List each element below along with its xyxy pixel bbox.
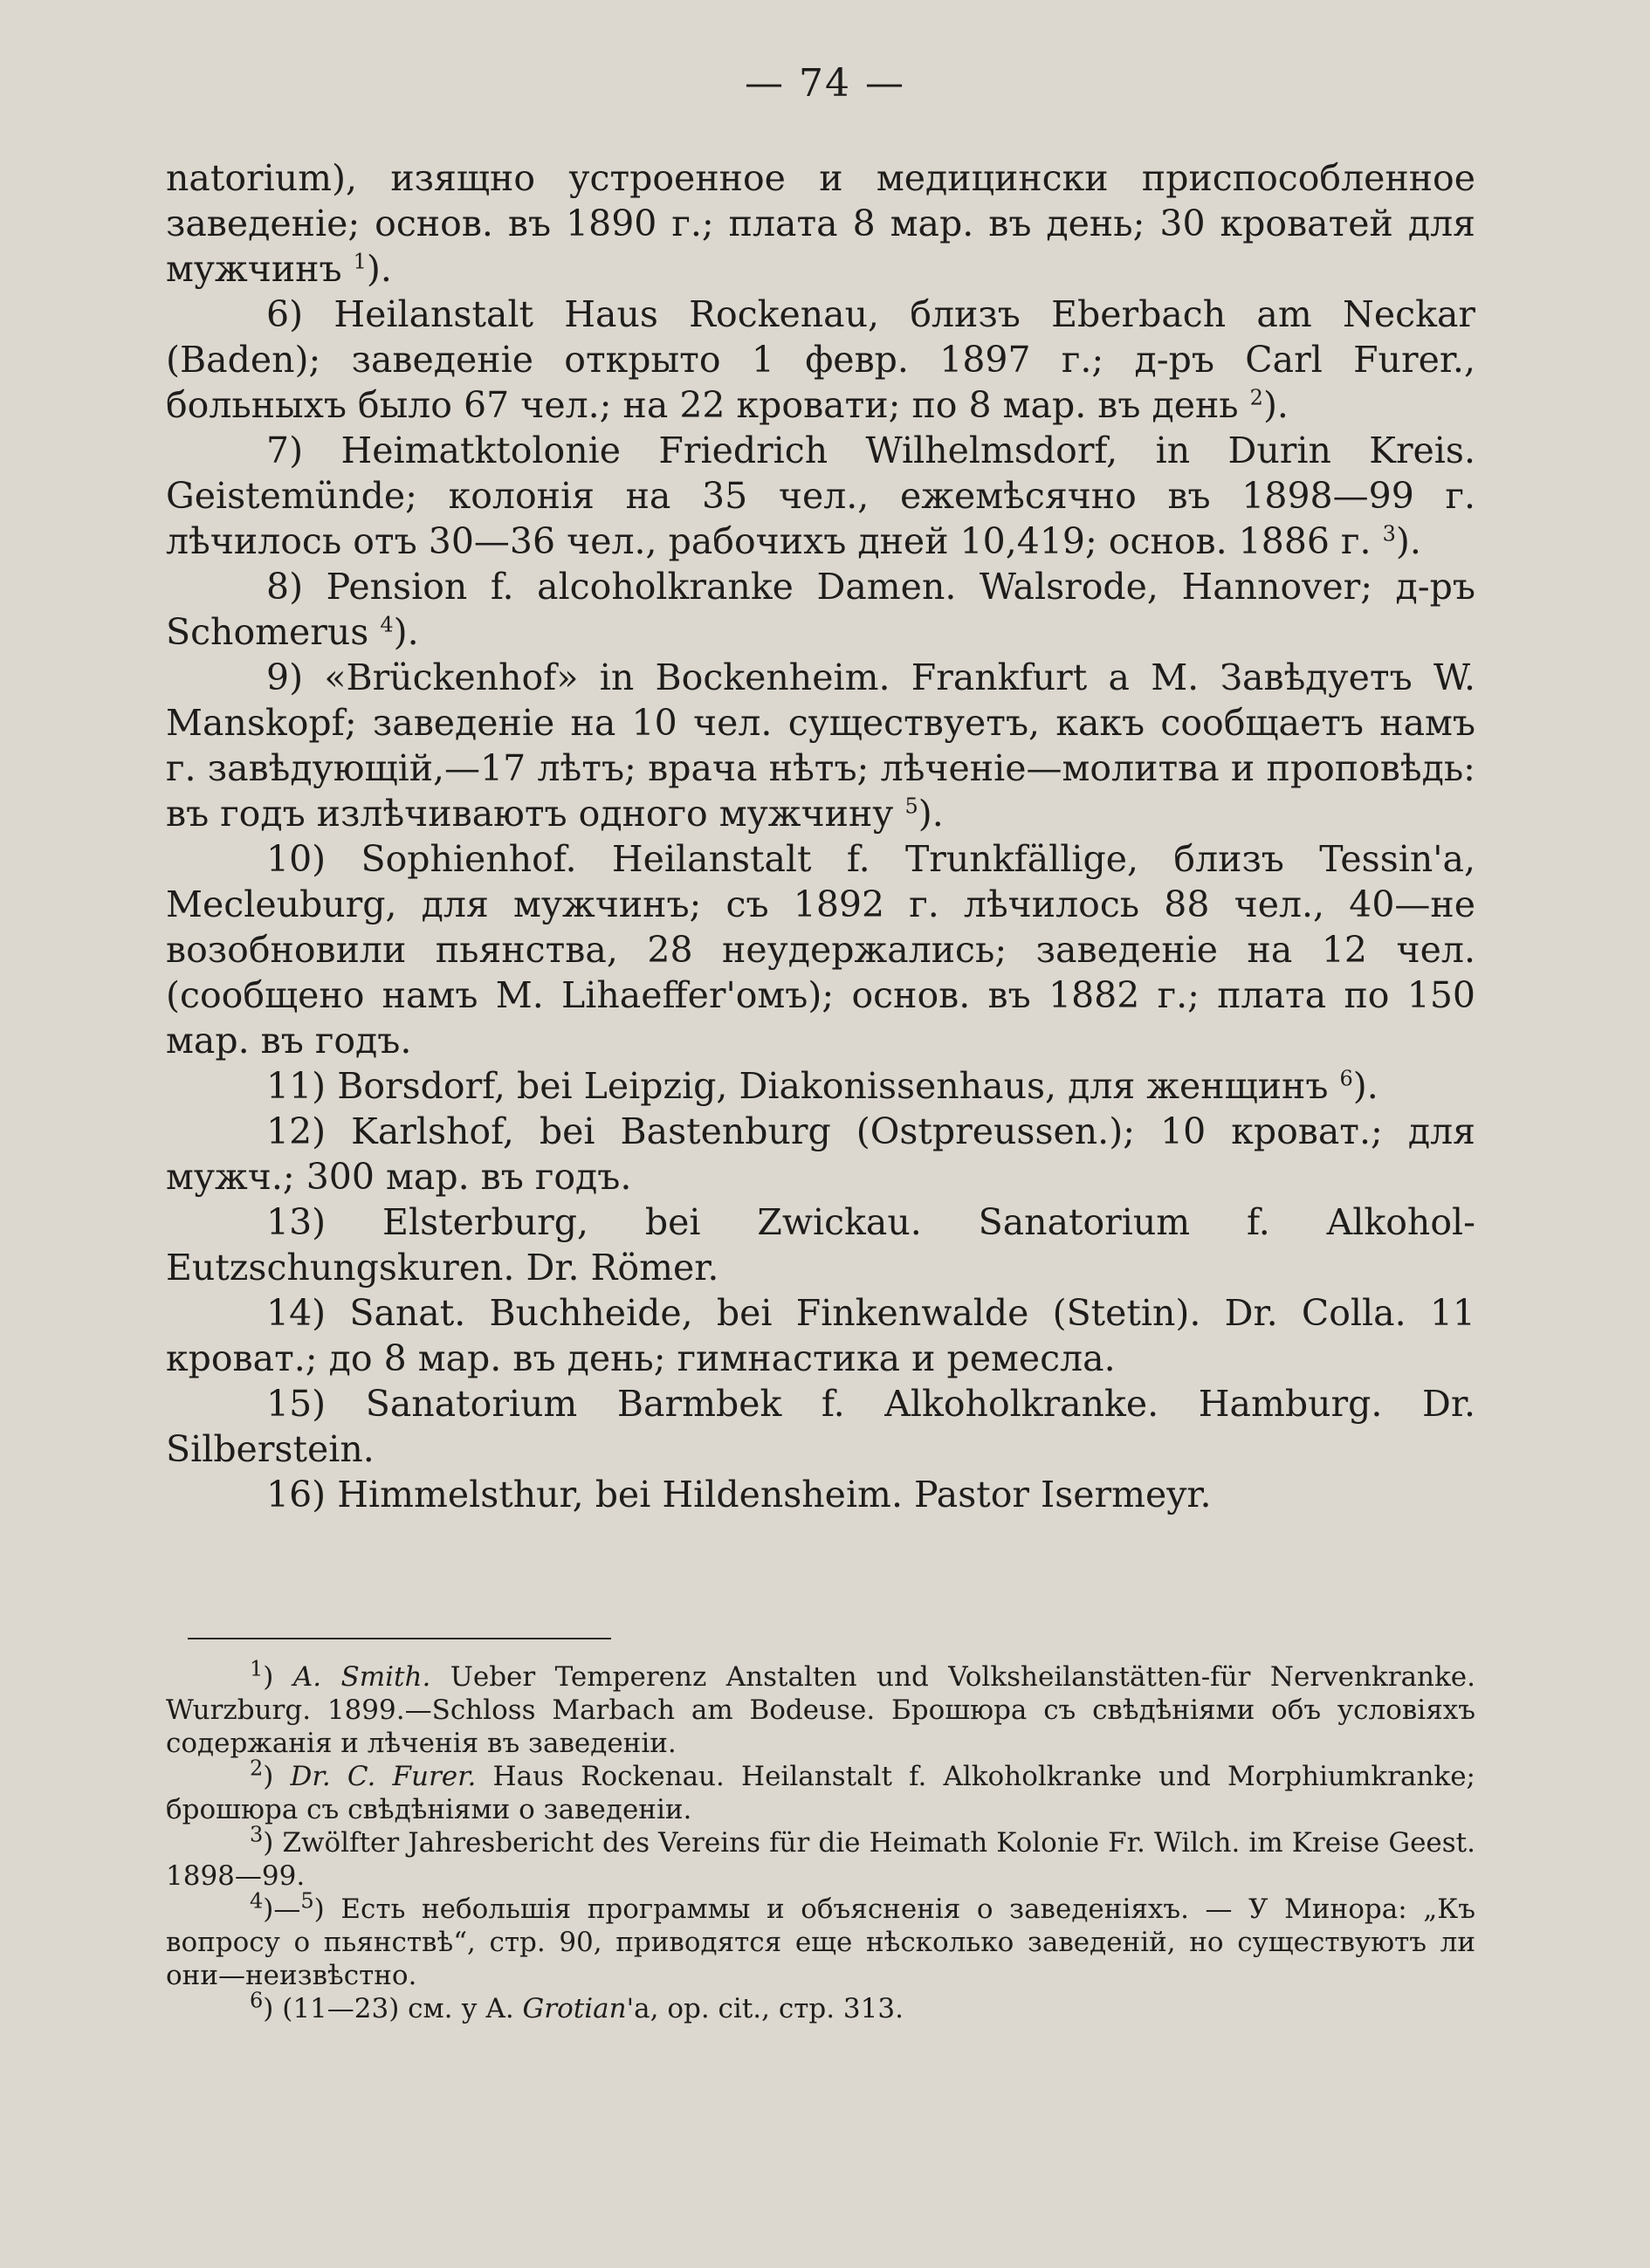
paragraph: [166, 1063, 1475, 1109]
text-run: )—: [263, 1893, 301, 1925]
paragraph: [166, 836, 1475, 1063]
text-run: Ueber Temperenz Anstalten und Volksheilanstätten-für Nervenkranke. Wurzburg. 1899.—Schloss Marbach am Bodeuse. Брошюра съ свѣдѣніями объ условіяхъ содержанія и лѣченія въ заведеніи.: [166, 1661, 1476, 1759]
footnote-ref: 5: [300, 1888, 314, 1914]
footnote: [166, 1888, 1475, 1992]
text-run: 11) Borsdorf, bei Leipzig, Diakonissenhaus, для женщинъ: [266, 1065, 1340, 1107]
text-run: ) Zwölfter Jahresbericht des Vereins für die Heimath Kolonie Fr. Wilch. im Kreise Geest. 1898—99.: [166, 1827, 1475, 1892]
text-run: 16) Himmelsthur, bei Hildensheim. Pastor Isermeyr.: [266, 1474, 1212, 1515]
text-run: natorium), изящно устроенное и медицински приспособленное заведеніе; основ. въ 1890 г.; плата 8 мар. въ день; 30 кроватей для мужчинъ: [166, 157, 1475, 290]
footnote-ref: 1: [353, 249, 367, 274]
footnote-ref: 3: [1382, 521, 1396, 546]
footnote-ref: 5: [904, 794, 918, 819]
footnote-ref: 2: [1249, 385, 1263, 410]
paragraph: [166, 1199, 1475, 1290]
text-run: ).: [1352, 1065, 1378, 1107]
footnote-ref: 6: [1339, 1066, 1353, 1091]
footnote-ref: 3: [250, 1822, 264, 1847]
paragraph: [166, 292, 1475, 428]
footnote-ref: 2: [250, 1756, 264, 1781]
text-run: ).: [366, 248, 392, 290]
text-run: 6) Heilanstalt Haus Rockenau, близъ Eberbach am Neckar (Baden); заведеніе открыто 1 февр. 1897 г.; д-ръ Carl Furer., больныхъ было 67 чел.; на 22 кровати; по 8 мар. въ день: [166, 293, 1475, 426]
text-run: 14) Sanat. Buchheide, bei Finkenwalde (Stetin). Dr. Colla. 11 кроват.; до 8 мар. въ день; гимнастика и ремесла.: [166, 1292, 1475, 1379]
text-run: 10) Sophienhof. Heilanstalt f. Trunkfällige, близъ Tessin'a, Mecleuburg, для мужчинъ; съ 1892 г. лѣчилось 88 чел., 40—не возобновили пьянства, 28 неудержались; заведеніе на 12 чел. (сообщено намъ M. Lihaeffer'омъ); основ. въ 1882 г.; плата по 150 мар. въ годъ.: [166, 838, 1475, 1062]
text-run: ).: [1262, 384, 1289, 426]
paragraph: [166, 655, 1475, 836]
paragraph: [166, 1472, 1475, 1517]
text-run: ) Есть небольшія программы и объясненія о заведеніяхъ. — У Минора: „Къ вопросу о пьянствѣ“, стр. 90, приводятся еще нѣсколько заведеній, но существуютъ ли они—неизвѣстно.: [166, 1893, 1475, 1991]
author-name: Grotian: [522, 1993, 627, 2024]
main-text: [166, 155, 1475, 1517]
footnotes: [166, 1656, 1476, 2025]
text-run: ): [263, 1761, 291, 1792]
footnote: [166, 1656, 1476, 1760]
text-run: 7) Heimatktolonie Friedrich Wilhelmsdorf, in Durin Kreis. Geistemünde; колонія на 35 чел., ежемѣсячно въ 1898—99 г. лѣчилось отъ 30—36 чел., рабочихъ дней 10,419; основ. 1886 г.: [166, 430, 1475, 562]
paragraph: [166, 1109, 1475, 1199]
text-run: 'a, op. cit., стр. 313.: [626, 1993, 904, 2024]
paragraph: [166, 1381, 1475, 1472]
footnote-ref: 4: [250, 1888, 264, 1914]
footnote: [166, 1988, 1475, 2025]
page-number: — 74 —: [745, 61, 905, 106]
footnote-ref: 1: [250, 1656, 264, 1681]
text-run: 13) Elsterburg, bei Zwickau. Sanatorium f. Alkohol-Eutzschungskuren. Dr. Römer.: [166, 1201, 1475, 1289]
footnote-ref: 4: [380, 612, 394, 637]
footnote-divider: [188, 1638, 611, 1639]
text-run: Haus Rockenau. Heilanstalt f. Alkoholkranke und Morphiumkranke; брошюра съ свѣдѣніями о заведеніи.: [166, 1761, 1475, 1825]
text-run: 9) «Brückenhof» in Bockenheim. Frankfurt a M. Завѣдуетъ W. Manskopf; заведеніе на 10 чел. существуетъ, какъ сообщаетъ намъ г. завѣдующій,—17 лѣтъ; врача нѣтъ; лѣченіе—молитва и проповѣдь: въ годъ излѣчиваютъ одного мужчину: [166, 656, 1475, 835]
paragraph: [166, 1290, 1475, 1381]
text-run: ).: [918, 793, 944, 835]
author-name: Dr. C. Furer.: [290, 1761, 477, 1792]
text-run: 8) Pension f. alcoholkranke Damen. Walsrode, Hannover; д-ръ Schomerus: [166, 566, 1475, 653]
author-name: A. Smith.: [292, 1661, 431, 1693]
text-run: 12) Karlshof, bei Bastenburg (Ostpreussen.); 10 кроват.; для мужч.; 300 мар. въ годъ.: [166, 1110, 1475, 1198]
footnote-ref: 6: [250, 1988, 264, 2013]
footnote: [166, 1822, 1475, 1893]
text-run: ) (11—23) см. у A.: [263, 1993, 523, 2024]
text-run: ): [263, 1661, 293, 1693]
text-run: 15) Sanatorium Barmbek f. Alkoholkranke. Hamburg. Dr. Silberstein.: [166, 1383, 1475, 1470]
text-run: ).: [1395, 520, 1421, 562]
paragraph: [166, 428, 1475, 564]
footnote: [166, 1756, 1475, 1826]
paragraph: [166, 155, 1475, 292]
text-run: ).: [393, 611, 419, 653]
paragraph: [166, 564, 1475, 655]
